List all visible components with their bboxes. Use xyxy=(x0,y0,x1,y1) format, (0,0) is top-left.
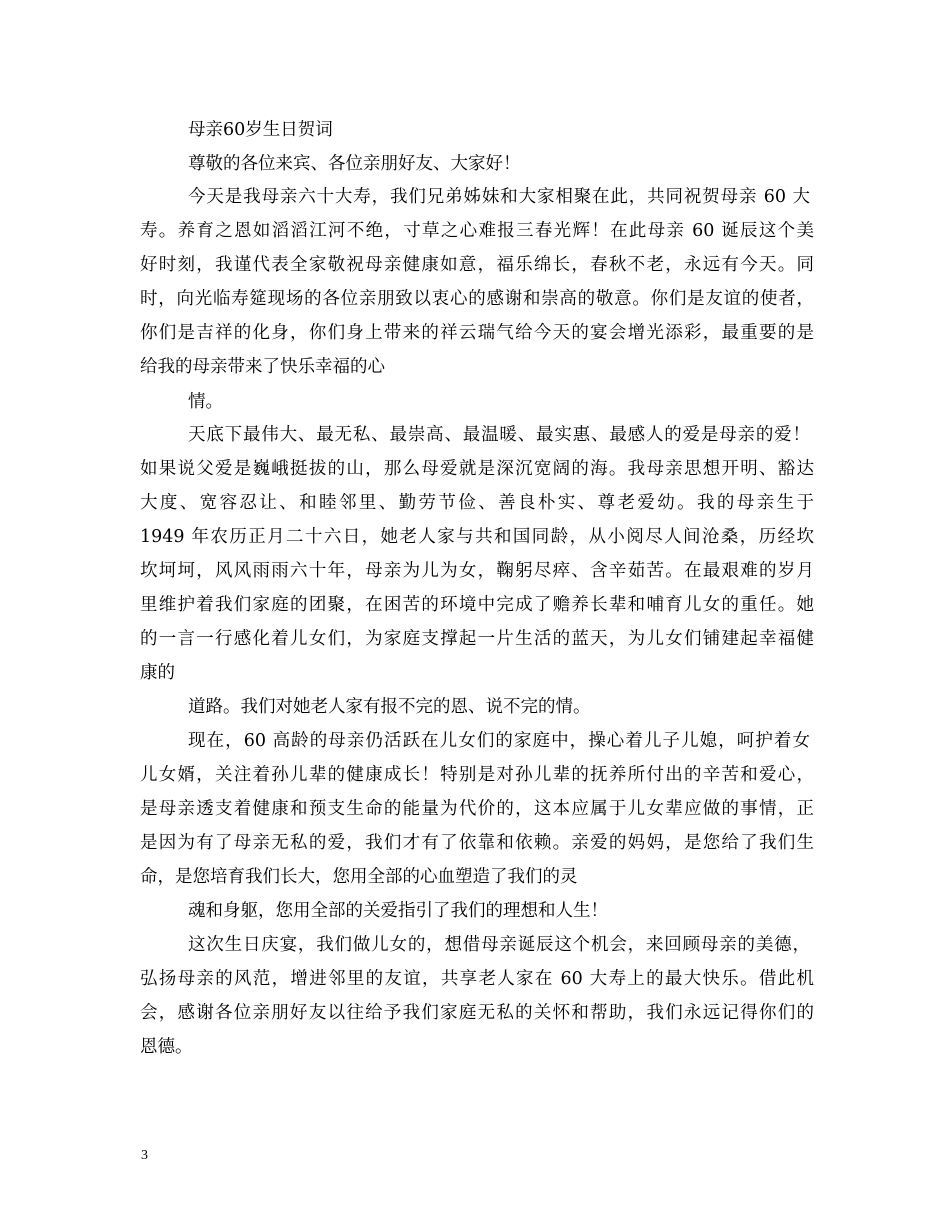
paragraph-line: 给我的母亲带来了快乐幸福的心 xyxy=(140,357,385,377)
paragraph-line: 里维护着我们家庭的团聚，在困苦的环境中完成了赡养长辈和哺育儿女的重任。她 xyxy=(140,595,814,615)
paragraph-line: 魂和身躯，您用全部的关爱指引了我们的理想和人生！ xyxy=(188,901,608,921)
paragraph-line: 天底下最伟大、最无私、最崇高、最温暖、最实惠、最感人的爱是母亲的爱！ xyxy=(188,425,810,445)
paragraph-line: 坎坷坷，风风雨雨六十年，母亲为儿为女，鞠躬尽瘁、含辛茹苦。在最艰难的岁月 xyxy=(140,561,814,581)
paragraph-line: 康的 xyxy=(140,663,175,683)
greeting-line: 尊敬的各位来宾、各位亲朋好友、大家好！ xyxy=(188,154,521,174)
paragraph-line: 儿女婿，关注着孙儿辈的健康成长！特别是对孙儿辈的抚养所付出的辛苦和爱心， xyxy=(140,765,814,785)
paragraph-line: 今天是我母亲六十大寿，我们兄弟姊妹和大家相聚在此，共同祝贺母亲 60 大 xyxy=(188,187,810,207)
paragraph-line: 好时刻，我谨代表全家敬祝母亲健康如意，福乐绵长，春秋不老，永远有今天。同 xyxy=(140,255,814,275)
page-number: 3 xyxy=(141,1148,148,1163)
paragraph-line: 现在，60 高龄的母亲仍活跃在儿女们的家庭中，操心着儿子儿媳，呵护着女 xyxy=(188,731,810,751)
paragraph-line: 命，是您培育我们长大，您用全部的心血塑造了我们的灵 xyxy=(140,867,578,887)
paragraph-line: 寿。养育之恩如滔滔江河不绝，寸草之心难报三春光辉！在此母亲 60 诞辰这个美 xyxy=(140,221,814,241)
document-title: 母亲60岁生日贺词 xyxy=(188,120,333,140)
paragraph-line: 这次生日庆宴，我们做儿女的，想借母亲诞辰这个机会，来回顾母亲的美德， xyxy=(188,935,810,955)
paragraph-line: 弘扬母亲的风范，增进邻里的友谊，共享老人家在 60 大寿上的最大快乐。借此机 xyxy=(140,969,814,989)
paragraph-line: 你们是吉祥的化身，你们身上带来的祥云瑞气给今天的宴会增光添彩，最重要的是 xyxy=(140,323,814,343)
paragraph-line: 恩德。 xyxy=(140,1037,193,1057)
paragraph-line: 大度、宽容忍让、和睦邻里、勤劳节俭、善良朴实、尊老爱幼。我的母亲生于 xyxy=(140,493,814,513)
paragraph-line: 情。 xyxy=(188,392,223,412)
paragraph-line: 是因为有了母亲无私的爱，我们才有了依靠和依赖。亲爱的妈妈，是您给了我们生 xyxy=(140,833,814,853)
paragraph-line: 道路。我们对她老人家有报不完的恩、说不完的情。 xyxy=(188,697,591,717)
paragraph-line: 如果说父爱是巍峨挺拔的山，那么母爱就是深沉宽阔的海。我母亲思想开明、豁达 xyxy=(140,459,814,479)
paragraph-line: 是母亲透支着健康和预支生命的能量为代价的，这本应属于儿女辈应做的事情，正 xyxy=(140,799,814,819)
paragraph-line: 时，向光临寿筵现场的各位亲朋致以衷心的感谢和崇高的敬意。你们是友谊的使者， xyxy=(140,289,814,309)
paragraph-line: 会，感谢各位亲朋好友以往给予我们家庭无私的关怀和帮助，我们永远记得你们的 xyxy=(140,1003,814,1023)
paragraph-line: 的一言一行感化着儿女们，为家庭支撑起一片生活的蓝天，为儿女们铺建起幸福健 xyxy=(140,629,814,649)
paragraph-line: 1949 年农历正月二十六日，她老人家与共和国同龄，从小阅尽人间沧桑，历经坎 xyxy=(140,527,814,547)
